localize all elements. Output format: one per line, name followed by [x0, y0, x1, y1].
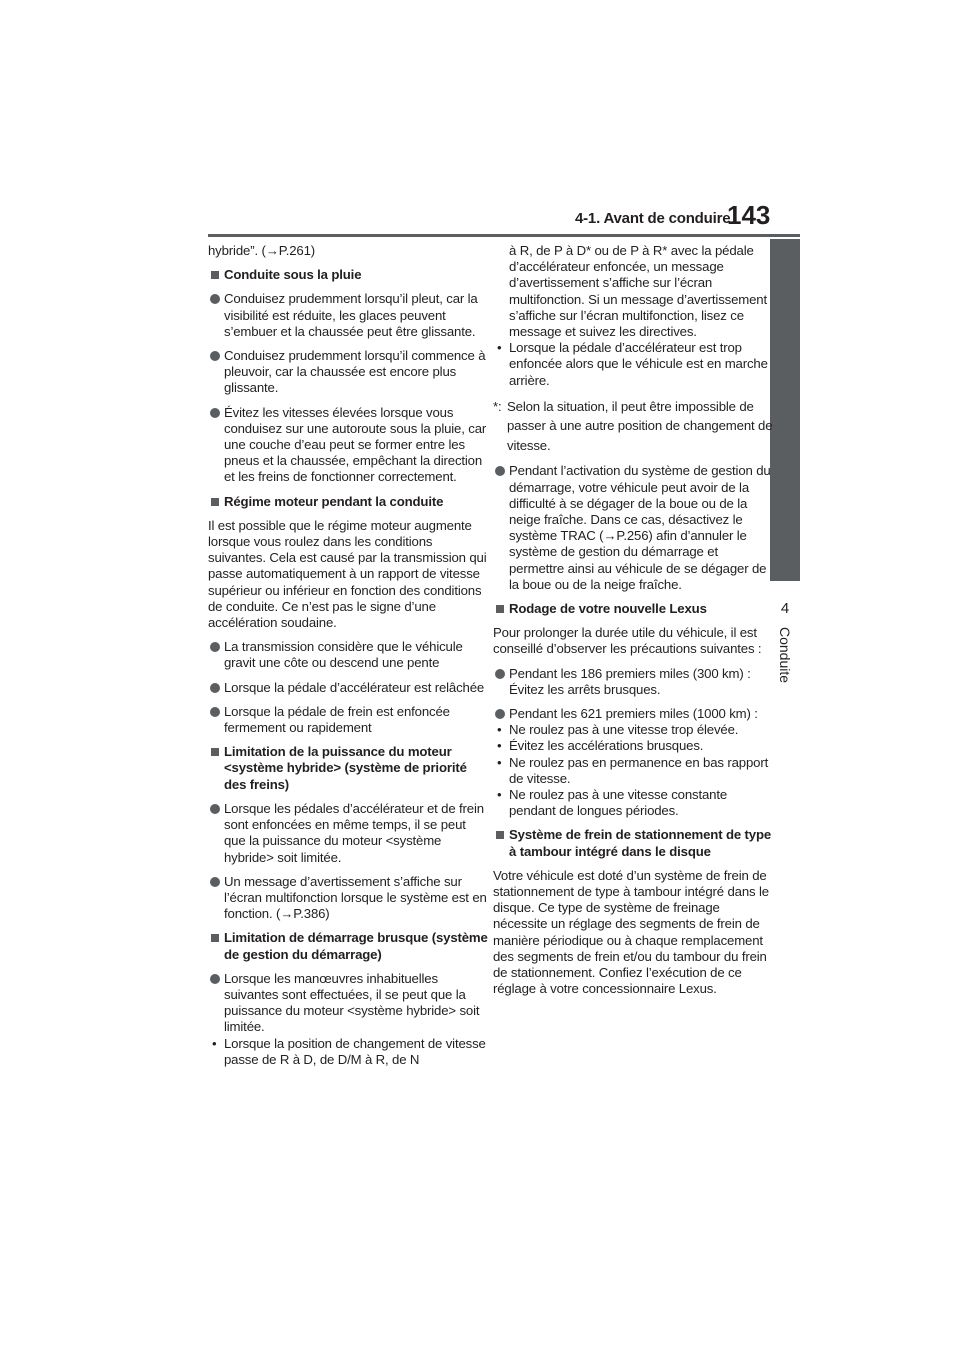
left-column [208, 243, 488, 1068]
footnote-text: Selon la situation, il peut être impossible de passer à une autre position de changement de vitesse. [507, 398, 773, 453]
paragraph: Il est possible que le régime moteur augmente lorsque vous roulez dans les conditions suivantes. Cela est causé par la transmission qui passe automatiquement à un rapport de vitesse supérieur ou inférieur en fonction des conditions de conduite. Ce n’est pas le signe d’une accélération soudaine. [208, 517, 487, 631]
footnote-mark: *: [493, 398, 502, 414]
footnote [493, 397, 773, 456]
list-item: Évitez les vitesses élevées lorsque vous conduisez sur une autoroute sous la pluie, car une couche d’eau peut se former entre les pneus et la chaussée, empêchant la direction et les freins de fonctionner correctement. [208, 405, 488, 486]
section-heading-limitation: Limitation de la puissance du moteur <système hybride> (système de priorité des freins) [208, 744, 488, 793]
list-item-continued: Évitez les arrêts brusques. [509, 681, 661, 697]
section-title: 4-1. Avant de conduire [575, 210, 731, 227]
sub-list-item: • Ne roulez pas en permanence en bas rapport de vitesse. [493, 755, 773, 787]
section-heading-rodage: Rodage de votre nouvelle Lexus [493, 601, 773, 617]
list-item: Pendant les 186 premiers miles (300 km) : [493, 666, 773, 682]
right-column [493, 243, 773, 1005]
list-item: Lorsque la pédale d’accélérateur est relâchée [208, 680, 488, 696]
section-heading-rain: Conduite sous la pluie [208, 267, 488, 283]
list-item: Lorsque les manœuvres inhabituelles suivantes sont effectuées, il se peut que la puissance du moteur <système hybride> soit limitée. [208, 971, 488, 1036]
paragraph: Pour prolonger la durée utile du véhicule, il est conseillé d’observer les précautions suivantes : [493, 625, 762, 657]
sub-list-item: • Ne roulez pas à une vitesse constante pendant de longues périodes. [493, 787, 773, 819]
list-item: Conduisez prudemment lorsqu’il commence à pleuvoir, car la chaussée est encore plus glissante. [208, 348, 488, 397]
section-heading-parking-brake: Système de frein de stationnement de type à tambour intégré dans le disque [493, 827, 773, 859]
list-item: Lorsque les pédales d’accélérateur et de frein sont enfoncées en même temps, il se peut que la puissance du moteur <système hybride> soit limitée. [208, 801, 488, 866]
paragraph: hybride”. (→P.261) [208, 243, 316, 258]
page-number: 143 [727, 200, 771, 230]
list-item: La transmission considère que le véhicule gravit une côte ou descend une pente [208, 639, 488, 671]
list-item: Pendant les 621 premiers miles (1000 km) : [493, 706, 773, 722]
sub-list-item: • Lorsque la pédale d’accélérateur est trop enfoncée alors que le véhicule est en marche arrière. [493, 340, 773, 389]
chapter-tab [770, 239, 800, 581]
list-item: Pendant l’activation du système de gestion du démarrage, votre véhicule peut avoir de la difficulté à se dégager de la boue ou de la neige fraîche. Dans ce cas, désactivez le système TRAC (→P.256) afin d’annuler le système de gestion du démarrage et permettre ainsi au véhicule de se dégager de la boue ou de la neige fraîche. [493, 463, 773, 593]
chapter-number: 4 [780, 600, 790, 617]
chapter-label-box [770, 620, 800, 690]
paragraph: Votre véhicule est doté d’un système de frein de stationnement de type à tambour intégré dans le disque. Ce type de système de freinage nécessite un réglage des segments de frein de manière périodique ou à chaque remplacement des segments de frein et/ou du tambour du frein de stationnement. Confiez l’exécution de ce réglage à votre concessionnaire Lexus. [493, 867, 769, 997]
chapter-label: Conduite [777, 626, 794, 684]
sub-list-item-continued: à R, de P à D* ou de P à R* avec la pédale d’accélérateur enfoncée, un message d’avertissement s’affiche sur l’écran multifonction. Si un message d’avertissement s’affiche sur l’écran multifonction, lisez ce message et suivez les directives. [509, 243, 768, 340]
header-rule [208, 234, 800, 237]
sub-list-item: • Ne roulez pas à une vitesse trop élevée. [493, 722, 773, 738]
sub-list-item: • Lorsque la position de changement de vitesse passe de R à D, de D/M à R, de N [208, 1036, 488, 1068]
list-item: Conduisez prudemment lorsqu’il pleut, car la visibilité est réduite, les glaces peuvent s’embuer et la chaussée peut être glissante. [208, 291, 488, 340]
section-heading-start-control: Limitation de démarrage brusque (système de gestion du démarrage) [208, 930, 488, 962]
sub-list-item: • Évitez les accélérations brusques. [493, 738, 773, 754]
list-item: Lorsque la pédale de frein est enfoncée fermement ou rapidement [208, 704, 488, 736]
list-item: Un message d’avertissement s’affiche sur l’écran multifonction lorsque le système est en fonction. (→P.386) [208, 874, 488, 923]
section-heading-regime: Régime moteur pendant la conduite [208, 494, 488, 510]
